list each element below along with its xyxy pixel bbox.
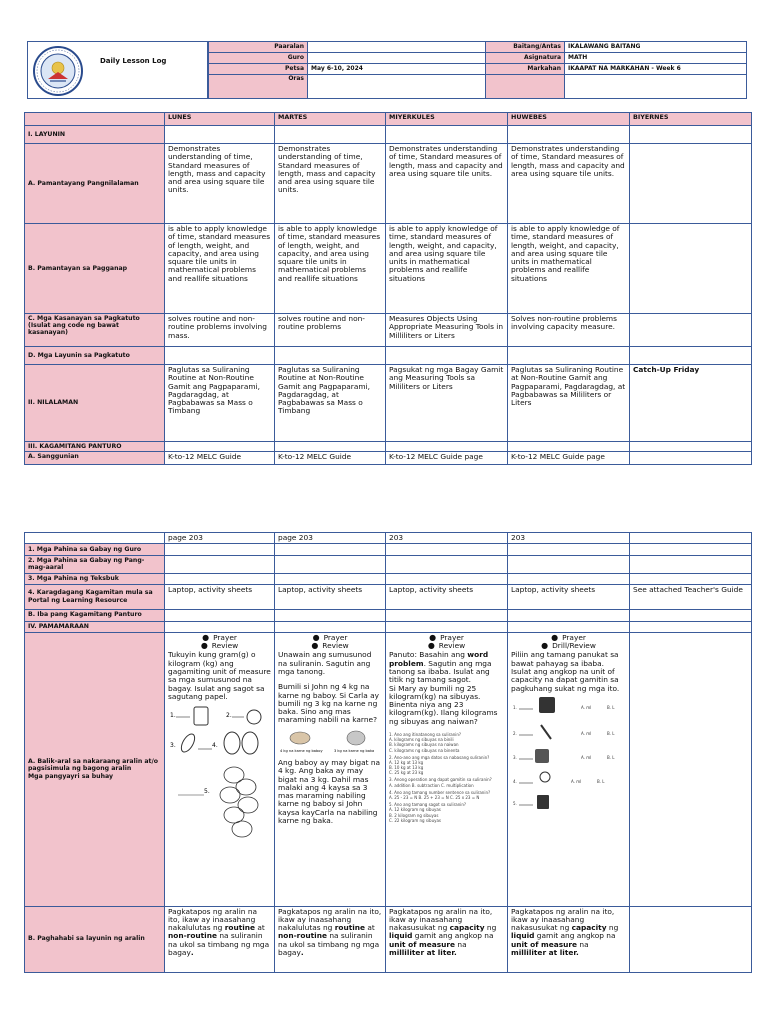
option-b: B. L	[607, 704, 615, 710]
catch-up-friday: Catch-Up Friday	[630, 365, 752, 442]
bullet-review: ● Review	[427, 641, 466, 651]
pic-number: 4.	[513, 778, 517, 784]
header-logo-box	[27, 41, 208, 99]
bullet-prayer: ● Prayer	[202, 632, 237, 642]
pic-number: 3.	[513, 754, 517, 760]
cell-text: Laptop, activity sheets	[165, 584, 275, 609]
row-label-balik-aral: A. Balik-aral sa nakaraang aralin at/o pagsisimula ng bagong aralin Mga pangyayri sa buhay	[25, 632, 165, 906]
pic-number: 2.	[513, 730, 517, 736]
table-row	[25, 144, 752, 224]
paghahabi-monday: Pagkatapos ng aralin na ito, ikaw ay inaasahang nakalulutas ng routine at non-routine na suliranin na ukol sa timbang ng mga bagay.	[165, 906, 275, 972]
day-friday: BIYERNES	[630, 113, 752, 126]
page-title: Daily Lesson Log	[100, 57, 167, 65]
option-b: B. L	[607, 754, 615, 760]
table-row	[25, 314, 752, 347]
lesson-log-header	[27, 41, 746, 99]
subject-label: Asignatura	[486, 52, 565, 63]
table-row	[25, 544, 752, 556]
time-value	[308, 74, 486, 98]
mini-quiz-line: C. 25 kg at 23 kg	[389, 770, 424, 776]
cell-text: Laptop, activity sheets	[508, 584, 630, 609]
day-thursday: HUWEBES	[508, 113, 630, 126]
day-header-row	[25, 113, 752, 126]
meat-caption-1: 4 kg na karne ng baboy	[280, 748, 323, 753]
row-label-nilalaman: II. NILALAMAN	[25, 365, 165, 442]
lesson-table-part2	[24, 532, 752, 973]
pic-number: 3.	[170, 742, 176, 750]
mini-quiz	[389, 732, 504, 823]
cell-text: See attached Teacher's Guide	[630, 584, 752, 609]
cell-text: Paglutas sa Suliraning Routine at Non-Routine Gamit ang Pagpaparami, Pagdaragdag, at Pagbabawas sa Mass o Timbang	[275, 365, 386, 442]
grade-label: Baitang/Antas	[486, 42, 565, 53]
option-b: B. L	[607, 730, 615, 736]
school-value	[308, 42, 486, 53]
mini-quiz-line: B. 10 kg at 13 kg	[389, 765, 424, 771]
cell-text: Piliin ang tamang panukat sa bawat pahayag sa ibaba. Isulat ang angkop na unit of capacity na dapat gamitin sa pagkuhang sukat ng mga ito.	[511, 650, 620, 693]
bullet-review: ● Review	[200, 641, 239, 651]
cell-text: Paglutas sa Suliraning Routine at Non-Routine Gamit ang Pagpaparami, Pagdaragdag, at Pagbabawas sa Mass o Timbang	[165, 365, 275, 442]
row-label-paghahabi: B. Paghahabi sa layunin ng aralin	[25, 906, 165, 972]
header-row	[209, 74, 747, 98]
cell-text: Demonstrates understanding of time, Standard measures of length, mass and capacity and area using square tile units.	[508, 144, 630, 224]
date-label: Petsa	[209, 63, 308, 74]
mini-quiz-line: C. kilograms ng sibuyas na binenta	[389, 747, 460, 753]
table-row	[25, 632, 752, 906]
table-row	[25, 452, 752, 465]
cell-text: K-to-12 MELC Guide page	[386, 452, 508, 465]
pic-number: 5.	[204, 788, 210, 796]
cell-text: Measures Objects Using Appropriate Measuring Tools in Milliliters or Liters	[386, 314, 508, 347]
pic-number: 2.	[226, 712, 232, 720]
balik-aral-tuesday	[275, 632, 386, 906]
row-label-gabay-mag-aaral: 2. Mga Pahina sa Gabay ng Pang-mag-aaral	[25, 556, 165, 573]
cell-text: K-to-12 MELC Guide	[165, 452, 275, 465]
cell-text: 203	[386, 533, 508, 544]
section-layunin: I. LAYUNIN	[25, 126, 165, 144]
cell-text: Ang baboy ay may bigat na 4 kg. Ang baka ay may bigat na 3 kg. Dahil mas malaki ang 4 kaysa sa 3 mas maraming nabiling karne ng baboy si John kaysa kayCarla na nabiling karne ng baka.	[278, 757, 381, 825]
cell-text: solves routine and non-routine problems involving mass.	[165, 314, 275, 347]
cell-text: Demonstrates understanding of time, Standard measures of length, mass and capacity and area using square tile units.	[275, 144, 386, 224]
quarter-value: IKAAPAT NA MARKAHAN - Week 6	[565, 63, 747, 74]
section-row	[25, 442, 752, 452]
table-row	[25, 584, 752, 609]
row-label-sanggunian: A. Sanggunian	[25, 452, 165, 465]
school-label: Paaralan	[209, 42, 308, 53]
mini-quiz-line: A. 12 kg at 13 kg	[389, 759, 424, 765]
cell-text: is able to apply knowledge of time, standard measures of length, weight, and capacity, and area using square tile units in mathematical problems and reallife situations	[386, 224, 508, 314]
blank-label	[486, 74, 565, 98]
cell-text: solves routine and non-routine problems	[275, 314, 386, 347]
mini-quiz-line: 3. Anong operation ang dapat gamitin sa suliranin?	[389, 777, 492, 783]
table-row	[25, 906, 752, 972]
cell-text: Demonstrates understanding of time, Standard measures of length, mass and capacity and area using square tile units.	[386, 144, 508, 224]
mini-quiz-line: B. 2 kilogram ng sibuyas	[389, 812, 439, 818]
pic-number: 1.	[170, 712, 176, 720]
row-label-kasanayan: C. Mga Kasanayan sa Pagkatuto (Isulat ang code ng bawat kasanayan)	[25, 314, 165, 347]
deped-seal-icon	[32, 45, 84, 97]
day-monday: LUNES	[165, 113, 275, 126]
mini-quiz-line: A. 25 - 23 = N B. 25 + 23 = N C. 25 x 23 = N	[389, 795, 480, 801]
paghahabi-tuesday: Pagkatapos ng aralin na ito, ikaw ay inaasahang nakalulutas ng routine at non-routine na suliranin na ukol sa timbang ng mga bagay.	[275, 906, 386, 972]
time-label: Oras	[209, 74, 308, 98]
cell-text: Solves non-routine problems involving capacity measure.	[508, 314, 630, 347]
meat-illustration	[278, 728, 382, 754]
option-a: A. ml	[581, 754, 592, 760]
option-b: B. L	[597, 778, 605, 784]
mini-quiz-line: 5. Ano ang tamang sagot sa suliranin?	[389, 802, 466, 808]
row-label-lr-portal: 4. Karagdagang Kagamitan mula sa Portal ng Learning Resource	[25, 584, 165, 609]
table-row	[25, 347, 752, 365]
section-row	[25, 621, 752, 632]
blank-cell	[25, 533, 165, 544]
balik-aral-wednesday	[386, 632, 508, 906]
pic-number: 4.	[212, 742, 218, 750]
row-label-iba-pang: B. Iba pang Kagamitang Panturo	[25, 609, 165, 621]
mini-quiz-line: 2. Ano-ano ang mga datos sa nabasang suliranin?	[389, 754, 490, 760]
cell-text: page 203	[165, 533, 275, 544]
cell-text: K-to-12 MELC Guide page	[508, 452, 630, 465]
header-row	[209, 52, 747, 63]
row-label-layunin-d: D. Mga Layunin sa Pagkatuto	[25, 347, 165, 365]
cell-text: K-to-12 MELC Guide	[275, 452, 386, 465]
table-row	[25, 609, 752, 621]
capacity-items-illustration	[511, 695, 625, 815]
pic-number: 5.	[513, 800, 517, 806]
bullet-review: ● Review	[311, 641, 349, 651]
option-a: A. ml	[581, 730, 592, 736]
cell-text: is able to apply knowledge of time, standard measures of length, weight, and capacity, and area using square tile units in mathematical problems and reallife situations	[165, 224, 275, 314]
header-info-table	[208, 41, 747, 99]
corner-cell	[25, 113, 165, 126]
balik-aral-monday	[165, 632, 275, 906]
cell-text: Bumili si John ng 4 kg na karne ng baboy. Si Carla ay bumili ng 3 kg na karne ng baka. Sino ang mas maraming nabili na karne?	[278, 682, 379, 725]
cell-text: Unawain ang sumusunod na suliranin. Sagutin ang mga tanong.	[278, 650, 372, 676]
cell-text: Paglutas sa Suliraning Routine at Non-Routine Gamit ang Pagpaparami, Pagdaragdag, at Pagbabawas sa Mililiters or Liters	[508, 365, 630, 442]
bullet-prayer: ● Prayer	[551, 632, 586, 642]
cell-text: Demonstrates understanding of time, Standard measures of length, mass and capacity and area using square tile units.	[165, 144, 275, 224]
cell-text: Si Mary ay bumili ng 25 kilogram(kg) na sibuyas. Binenta niya ang 23 kilogram(kg). Ilang kilograms ng sibuyas ang naiwan?	[389, 683, 498, 726]
cell-text: Laptop, activity sheets	[275, 584, 386, 609]
row-label-gabay-guro: 1. Mga Pahina sa Gabay ng Guro	[25, 544, 165, 556]
option-a: A. ml	[581, 704, 592, 710]
paghahabi-thursday: Pagkatapos ng aralin na ito, ikaw ay inaasahang nakasusukat ng capacity ng liquid gamit ang angkop na unit of measure na milliliter at liter.	[508, 906, 630, 972]
cell-text: is able to apply knowledge of time, standard measures of length, weight, and capacity, and area using square tile units in mathematical problems and reallife situations	[275, 224, 386, 314]
cell-text: Laptop, activity sheets	[386, 584, 508, 609]
cell-text: page 203	[275, 533, 386, 544]
header-row	[209, 63, 747, 74]
quarter-label: Markahan	[486, 63, 565, 74]
day-wednesday: MIYERKULES	[386, 113, 508, 126]
pic-number: 1.	[513, 704, 517, 710]
option-a: A. ml	[571, 778, 582, 784]
section-pamamaraan: IV. PAMAMARAAN	[25, 621, 165, 632]
paghahabi-wednesday: Pagkatapos ng aralin na ito, ikaw ay inaasahang nakasusukat ng capacity ng liquid gamit ang angkop na unit of measure na milliliter at liter.	[386, 906, 508, 972]
table-row	[25, 533, 752, 544]
teacher-value	[308, 52, 486, 63]
mini-quiz-line: A. addition B. subtraction C. multiplication	[389, 782, 474, 788]
row-label-pamantayang: A. Pamantayang Pangnilalaman	[25, 144, 165, 224]
table-row	[25, 556, 752, 573]
lesson-table-part1	[24, 112, 752, 465]
mini-quiz-line: C. 22 kilogram ng sibuyas	[389, 817, 442, 823]
cell-text: Panuto: Basahin ang word problem. Sagutin ang mga tanong sa ibaba. Isulat ang titik ng tamang sagot.	[389, 650, 492, 685]
table-row	[25, 573, 752, 584]
mini-quiz-line: 1. Ano ang itinatanong sa suliranin?	[389, 731, 462, 737]
blank-value	[565, 74, 747, 98]
table-row	[25, 224, 752, 314]
row-label-teksbuk: 3. Mga Pahina ng Teksbuk	[25, 573, 165, 584]
section-kagamitan: III. KAGAMITANG PANTURO	[25, 442, 165, 452]
mass-items-illustration	[168, 705, 268, 845]
bullet-prayer: ● Prayer	[312, 632, 348, 642]
teacher-label: Guro	[209, 52, 308, 63]
meat-caption-2: 3 kg na karne ng baka	[334, 748, 375, 753]
subject-value: MATH	[565, 52, 747, 63]
balik-aral-thursday	[508, 632, 630, 906]
cell-text: 203	[508, 533, 630, 544]
date-value: May 6-10, 2024	[308, 63, 486, 74]
day-tuesday: MARTES	[275, 113, 386, 126]
bullet-prayer: ● Prayer	[429, 632, 464, 642]
mini-quiz-line: 4. Ano ang tamang number sentence sa suliranin?	[389, 789, 491, 795]
cell-text: Tukuyin kung gram(g) o kilogram (kg) ang gagamiting unit of measure sa mga sumusunod na bagay. Isulat ang sagot sa sagutang papel.	[168, 650, 271, 701]
cell-text: Pagsukat ng mga Bagay Gamit ang Measuring Tools sa Mililiters or Liters	[386, 365, 508, 442]
cell-text: is able to apply knowledge of time, standard measures of length, weight, and capacity, and area using square tile units in mathematical problems and reallife situations	[508, 224, 630, 314]
mini-quiz-line: B. kilograms ng sibuyas na naiwan	[389, 742, 459, 748]
row-label-pagganap: B. Pamantayan sa Pagganap	[25, 224, 165, 314]
section-row	[25, 126, 752, 144]
grade-value: IKALAWANG BAITANG	[565, 42, 747, 53]
mini-quiz-line: A. kilograms ng sibuyas na binili	[389, 737, 454, 743]
table-row	[25, 365, 752, 442]
header-row	[209, 42, 747, 53]
bullet-drill: ● Drill/Review	[541, 641, 596, 651]
mini-quiz-line: A. 12 kilogram ng sibuyas	[389, 807, 441, 813]
